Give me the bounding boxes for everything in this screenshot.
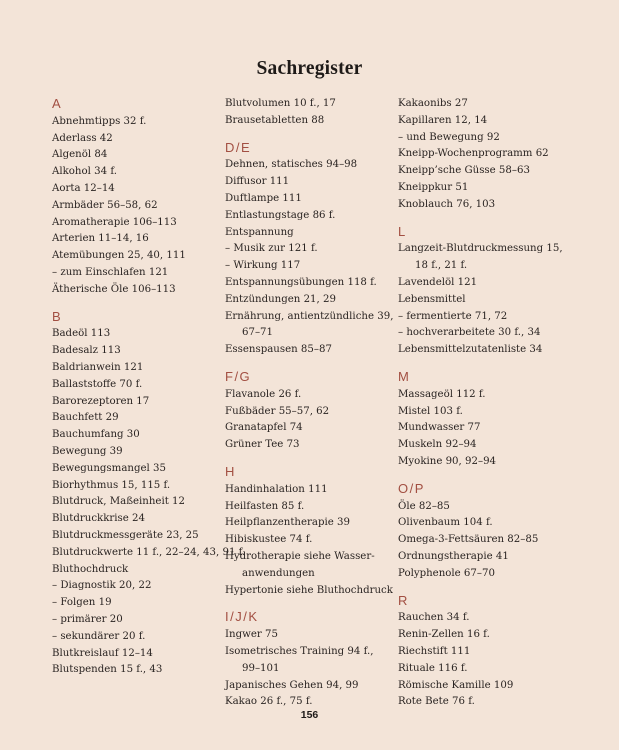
index-entry: Baldrianwein 121 bbox=[52, 361, 144, 373]
index-entry: Grüner Tee 73 bbox=[225, 439, 300, 451]
index-section bbox=[225, 369, 387, 454]
index-entry: Kneipp’sche Güsse 58–63 bbox=[398, 165, 530, 177]
index-section bbox=[398, 96, 578, 214]
index-section bbox=[398, 224, 578, 359]
index-section bbox=[398, 481, 578, 583]
index-entry: Riechstift 111 bbox=[398, 645, 471, 657]
section-letter: F/G bbox=[225, 368, 252, 384]
index-entry: Mundwasser 77 bbox=[398, 422, 481, 434]
index-entry: Armbäder 56–58, 62 bbox=[52, 199, 158, 211]
index-entry: – hochverarbeitete 30 f., 34 bbox=[398, 327, 541, 339]
index-entry: Bluthochdruck bbox=[52, 563, 129, 575]
index-entry: Kneipp-Wochenprogramm 62 bbox=[398, 148, 549, 160]
index-entry: anwendungen bbox=[242, 567, 315, 579]
section-letter: B bbox=[52, 308, 63, 324]
index-entry: Entlastungstage 86 f. bbox=[225, 209, 336, 221]
index-section bbox=[398, 369, 578, 471]
index-section bbox=[225, 609, 387, 711]
index-entry: Omega-3-Fettsäuren 82–85 bbox=[398, 534, 539, 546]
index-section bbox=[398, 593, 578, 712]
index-entry: Badeöl 113 bbox=[52, 328, 111, 340]
section-letter: A bbox=[52, 96, 63, 111]
index-entry: Ordnungstherapie 41 bbox=[398, 550, 509, 562]
index-entry: Lavendelöl 121 bbox=[398, 276, 478, 288]
index-entry: Alkohol 34 f. bbox=[52, 166, 117, 178]
index-column-3 bbox=[398, 96, 578, 711]
index-entry: Muskeln 92–94 bbox=[398, 439, 477, 451]
index-entry: Isometrisches Training 94 f., bbox=[225, 645, 374, 657]
index-entry: Entspannungsübungen 118 f. bbox=[225, 276, 377, 288]
index-entry: Bewegung 39 bbox=[52, 445, 123, 457]
index-entry: Olivenbaum 104 f. bbox=[398, 517, 493, 529]
index-entry: Blutdruckmessgeräte 23, 25 bbox=[52, 529, 199, 541]
index-entry: Flavanole 26 f. bbox=[225, 388, 302, 400]
index-entry: Renin-Zellen 16 f. bbox=[398, 629, 490, 641]
index-entry: Kakaonibs 27 bbox=[398, 98, 468, 109]
index-entry: Römische Kamille 109 bbox=[398, 679, 514, 691]
index-entry: 18 f., 21 f. bbox=[415, 260, 468, 272]
index-entry: – Folgen 19 bbox=[52, 597, 112, 609]
index-entry: Dehnen, statisches 94–98 bbox=[225, 159, 358, 171]
index-entry: Blutdruck, Maßeinheit 12 bbox=[52, 496, 186, 508]
index-entry: – Musik zur 121 f. bbox=[225, 243, 318, 255]
index-entry: Langzeit-Blutdruckmessung 15, bbox=[398, 243, 563, 255]
index-entry: Kakao 26 f., 75 f. bbox=[225, 696, 313, 708]
index-entry: Hypertonie siehe Bluthochdruck bbox=[225, 584, 393, 596]
index-column-2 bbox=[225, 96, 394, 711]
section-letter: I/J/K bbox=[225, 609, 259, 625]
index-entry: Aorta 12–14 bbox=[52, 182, 115, 194]
index-entry: Abnehmtipps 32 f. bbox=[52, 115, 147, 127]
index-entry: Myokine 90, 92–94 bbox=[398, 455, 497, 467]
index-entry: Hydrotherapie siehe Wasser- bbox=[225, 550, 375, 562]
index-entry: – zum Einschlafen 121 bbox=[52, 266, 169, 278]
index-entry: Aderlass 42 bbox=[52, 132, 113, 144]
page-number: 156 bbox=[300, 709, 319, 721]
index-entry: Biorhythmus 15, 115 f. bbox=[52, 479, 171, 491]
index-section bbox=[52, 96, 217, 299]
index-entry: Granatapfel 74 bbox=[225, 422, 303, 434]
index-entry: – fermentierte 71, 72 bbox=[398, 310, 508, 322]
index-entry: – primärer 20 bbox=[52, 613, 123, 625]
index-entry: Heilfasten 85 f. bbox=[225, 500, 305, 512]
index-entry: – und Bewegung 92 bbox=[398, 131, 500, 143]
index-entry: Algenöl 84 bbox=[52, 149, 108, 161]
index-entry: Ballaststoffe 70 f. bbox=[52, 378, 143, 390]
index-entry: Rote Bete 76 f. bbox=[398, 696, 475, 708]
index-entry: Blutspenden 15 f., 43 bbox=[52, 664, 163, 676]
section-letter: O/P bbox=[398, 480, 425, 496]
index-entry: Japanisches Gehen 94, 99 bbox=[225, 679, 359, 691]
index-entry: Badesalz 113 bbox=[52, 345, 121, 357]
index-entry: Blutvolumen 10 f., 17 bbox=[225, 98, 336, 109]
index-entry: Bauchfett 29 bbox=[52, 412, 119, 424]
index-entry: Entzündungen 21, 29 bbox=[225, 293, 336, 305]
index-entry: Lebensmittel bbox=[398, 293, 466, 305]
index-entry: – Wirkung 117 bbox=[225, 260, 301, 272]
index-entry: Knoblauch 76, 103 bbox=[398, 198, 496, 210]
index-entry: 67–71 bbox=[242, 327, 274, 339]
index-entry: Ätherische Öle 106–113 bbox=[52, 283, 176, 295]
index-entry: Kneippkur 51 bbox=[398, 181, 469, 193]
index-entry: Heilpflanzentherapie 39 bbox=[225, 517, 350, 529]
index-entry: Polyphenole 67–70 bbox=[398, 567, 495, 579]
page-title: Sachregister bbox=[256, 58, 363, 79]
index-section bbox=[225, 463, 393, 599]
index-entry: Kapillaren 12, 14 bbox=[398, 114, 488, 126]
index-entry: Hibiskustee 74 f. bbox=[225, 534, 313, 546]
index-entry: – sekundärer 20 f. bbox=[52, 630, 146, 642]
index-entry: Barorezeptoren 17 bbox=[52, 395, 150, 407]
index-entry: Entspannung bbox=[225, 226, 294, 238]
index-entry: Öle 82–85 bbox=[398, 500, 450, 512]
index-entry: 99–101 bbox=[242, 662, 280, 674]
index-entry: Atemübungen 25, 40, 111 bbox=[52, 250, 186, 262]
section-letter: L bbox=[398, 223, 407, 239]
index-entry: Rauchen 34 f. bbox=[398, 612, 470, 624]
index-entry: Ernährung, antientzündliche 39, bbox=[225, 310, 394, 322]
section-letter: H bbox=[225, 463, 236, 479]
index-entry: – Diagnostik 20, 22 bbox=[52, 580, 152, 592]
index-entry: Lebensmittelzutatenliste 34 bbox=[398, 344, 543, 356]
index-entry: Massageöl 112 f. bbox=[398, 388, 486, 400]
index-entry: Essenspausen 85–87 bbox=[225, 344, 332, 356]
index-entry: Blutkreislauf 12–14 bbox=[52, 647, 153, 659]
index-entry: Duftlampe 111 bbox=[225, 192, 302, 204]
index-entry: Rituale 116 f. bbox=[398, 662, 468, 674]
section-letter: D/E bbox=[225, 139, 252, 155]
index-entry: Aromatherapie 106–113 bbox=[52, 216, 177, 228]
index-entry: Bewegungsmangel 35 bbox=[52, 462, 166, 474]
index-entry: Bauchumfang 30 bbox=[52, 429, 140, 441]
section-letter: M bbox=[398, 368, 411, 384]
index-entry: Blutdruckkrise 24 bbox=[52, 513, 145, 525]
index-entry: Blutdruckwerte 11 f., 22–24, 43, 91 f. bbox=[52, 546, 246, 558]
index-entry: Brausetabletten 88 bbox=[225, 114, 325, 126]
index-section bbox=[225, 139, 394, 359]
index-entry: Mistel 103 f. bbox=[398, 405, 463, 417]
index-entry: Fußbäder 55–57, 62 bbox=[225, 405, 330, 417]
index-entry: Diffusor 111 bbox=[225, 176, 290, 188]
index-section bbox=[225, 96, 387, 130]
index-entry: Handinhalation 111 bbox=[225, 483, 328, 495]
index-entry: Arterien 11–14, 16 bbox=[52, 233, 149, 245]
index-entry: Ingwer 75 bbox=[225, 629, 278, 641]
section-letter: R bbox=[398, 592, 409, 608]
